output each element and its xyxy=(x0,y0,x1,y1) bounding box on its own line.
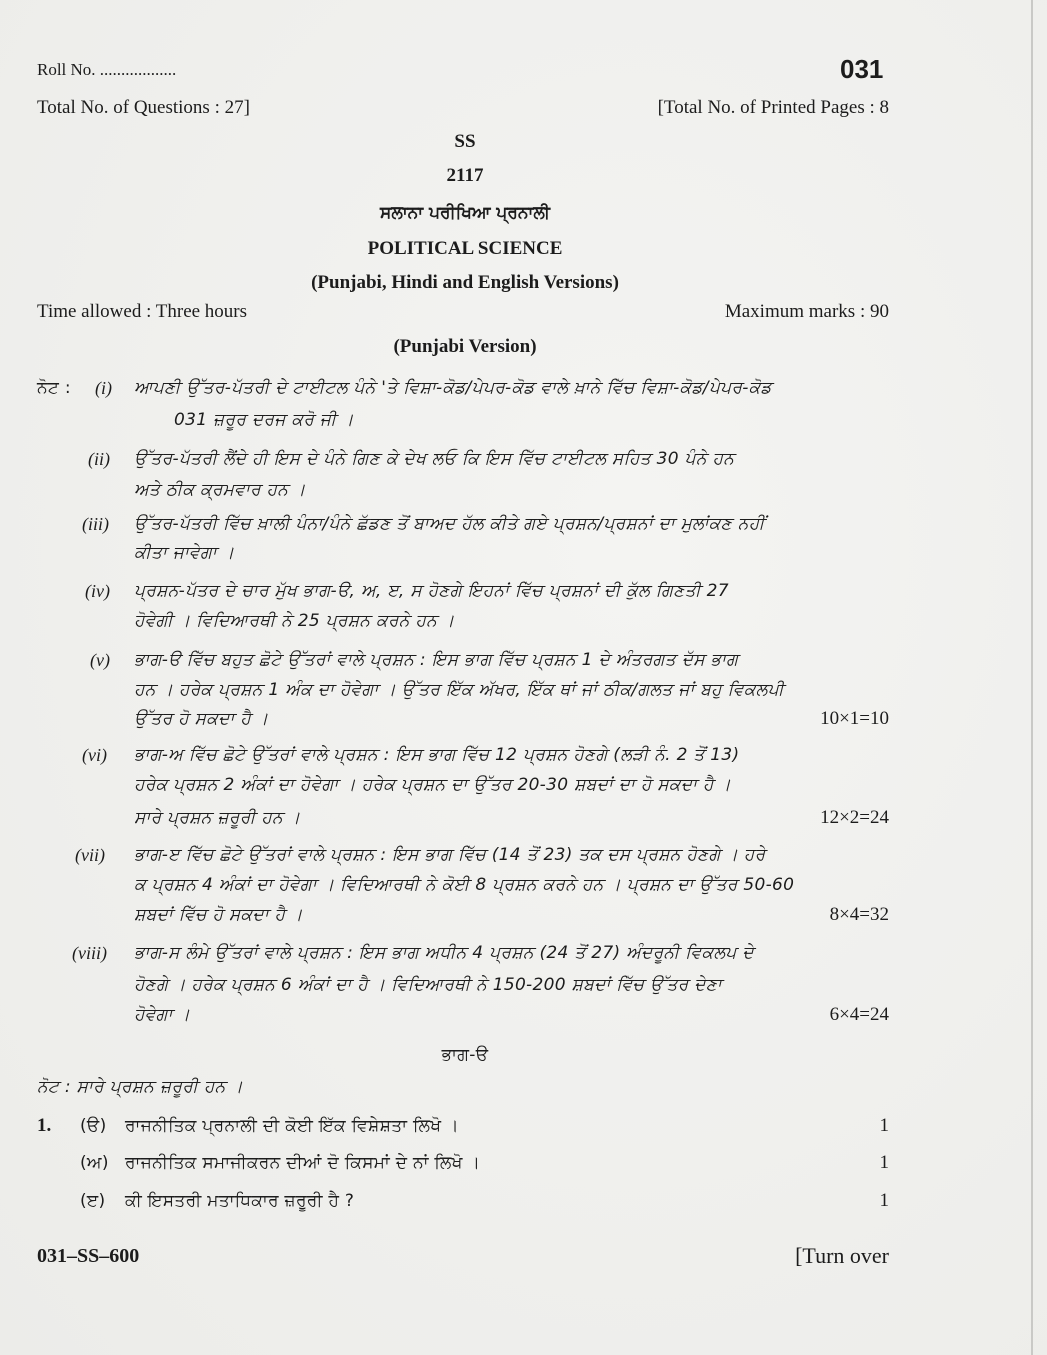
roll-no: Roll No. .................. xyxy=(37,60,177,79)
paper-number: 2117 xyxy=(446,165,484,186)
marks-distribution: 8×4=32 xyxy=(829,904,889,925)
note-number: (iv) xyxy=(85,581,110,601)
marks-distribution: 10×1=10 xyxy=(820,708,889,729)
note-line: ਕੀਤਾ ਜਾਵੇਗਾ । xyxy=(134,543,235,563)
note-line: ਹੋਣਗੇ । ਹਰੇਕ ਪ੍ਰਸ਼ਨ 6 ਅੰਕਾਂ ਦਾ ਹੈ । ਵਿਦਿਆਰਥੀ ਨੇ 150-200 ਸ਼ਬਦਾਂ ਵਿੱਚ ਉੱਤਰ ਦੇਣਾ xyxy=(134,975,722,995)
question-part-label: (ਅ) xyxy=(80,1153,109,1173)
question-part-label: (ੲ) xyxy=(80,1191,106,1211)
note-number: (v) xyxy=(90,650,110,670)
note-line: ਆਪਣੀ ਉੱਤਰ-ਪੱਤਰੀ ਦੇ ਟਾਈਟਲ ਪੰਨੇ 'ਤੇ ਵਿਸ਼ਾ-ਕੋਡ/ਪੇਪਰ-ਕੋਡ ਵਾਲੇ ਖ਼ਾਨੇ ਵਿੱਚ ਵਿਸ਼ਾ-ਕੋਡ/ਪੇਪਰ-ਕੋਡ xyxy=(134,378,772,398)
note-line: ਸਾਰੇ ਪ੍ਰਸ਼ਨ ਜ਼ਰੂਰੀ ਹਨ । xyxy=(134,808,301,828)
subject-title: POLITICAL SCIENCE xyxy=(367,238,563,259)
note-line: ਸ਼ਬਦਾਂ ਵਿੱਚ ਹੋ ਸਕਦਾ ਹੈ । xyxy=(134,905,303,925)
question-marks: 1 xyxy=(879,1190,889,1211)
question-part-label: (ੳ) xyxy=(80,1116,107,1136)
total-printed-pages: [Total No. of Printed Pages : 8 xyxy=(657,97,889,118)
question-part-text: ਕੀ ਇਸਤਰੀ ਮਤਾਧਿਕਾਰ ਜ਼ਰੂਰੀ ਹੈ ? xyxy=(125,1191,355,1211)
note-line: ਉੱਤਰ-ਪੱਤਰੀ ਵਿੱਚ ਖ਼ਾਲੀ ਪੰਨਾ/ਪੰਨੇ ਛੱਡਣ ਤੋਂ ਬਾਅਦ ਹੱਲ ਕੀਤੇ ਗਏ ਪ੍ਰਸ਼ਨ/ਪ੍ਰਸ਼ਨਾਂ ਦਾ ਮੁਲਾਂਕਣ ਨਹੀਂ xyxy=(134,514,765,534)
question-number: 1. xyxy=(37,1115,52,1136)
turn-over: [Turn over xyxy=(795,1243,889,1268)
note-number: (viii) xyxy=(72,943,107,963)
versions: (Punjabi, Hindi and English Versions) xyxy=(311,272,619,293)
note-line: ਭਾਗ-ੲ ਵਿੱਚ ਛੋਟੇ ਉੱਤਰਾਂ ਵਾਲੇ ਪ੍ਰਸ਼ਨ : ਇਸ ਭਾਗ ਵਿੱਚ (14 ਤੋਂ 23) ਤਕ ਦਸ ਪ੍ਰਸ਼ਨ ਹੋਣਗੇ । ਹਰੇ xyxy=(134,845,766,865)
note-line: ਪ੍ਰਸ਼ਨ-ਪੱਤਰ ਦੇ ਚਾਰ ਮੁੱਖ ਭਾਗ-ੳ, ਅ, ੲ, ਸ ਹੋਣਗੇ ਇਹਨਾਂ ਵਿੱਚ ਪ੍ਰਸ਼ਨਾਂ ਦੀ ਕੁੱਲ ਗਿਣਤੀ 27 xyxy=(134,581,729,601)
time-allowed: Time allowed : Three hours xyxy=(37,301,248,322)
note-label: ਨੋਟ : xyxy=(37,378,71,398)
version-label: (Punjabi Version) xyxy=(393,336,537,357)
note-number: (vi) xyxy=(82,745,107,765)
note-line: ਹਰੇਕ ਪ੍ਰਸ਼ਨ 2 ਅੰਕਾਂ ਦਾ ਹੋਵੇਗਾ । ਹਰੇਕ ਪ੍ਰਸ਼ਨ ਦਾ ਉੱਤਰ 20-30 ਸ਼ਬਦਾਂ ਦਾ ਹੋ ਸਕਦਾ ਹੈ । xyxy=(134,775,732,795)
note-line: ਕ ਪ੍ਰਸ਼ਨ 4 ਅੰਕਾਂ ਦਾ ਹੋਵੇਗਾ । ਵਿਦਿਆਰਥੀ ਨੇ ਕੋਈ 8 ਪ੍ਰਸ਼ਨ ਕਰਨੇ ਹਨ । ਪ੍ਰਸ਼ਨ ਦਾ ਉੱਤਰ 50-60 xyxy=(134,875,795,895)
footer-paper-code: 031–SS–600 xyxy=(37,1245,140,1267)
note-line: ਭਾਗ-ਸ ਲੰਮੇ ਉੱਤਰਾਂ ਵਾਲੇ ਪ੍ਰਸ਼ਨ : ਇਸ ਭਾਗ ਅਧੀਨ 4 ਪ੍ਰਸ਼ਨ (24 ਤੋਂ 27) ਅੰਦਰੂਨੀ ਵਿਕਲਪ ਦੇ xyxy=(134,943,754,963)
note-line: ਹਨ । ਹਰੇਕ ਪ੍ਰਸ਼ਨ 1 ਅੰਕ ਦਾ ਹੋਵੇਗਾ । ਉੱਤਰ ਇੱਕ ਅੱਖਰ, ਇੱਕ ਥਾਂ ਜਾਂ ਠੀਕ/ਗਲਤ ਜਾਂ ਬਹੁ ਵਿਕਲਪੀ xyxy=(134,680,784,700)
total-questions: Total No. of Questions : 27] xyxy=(37,97,250,118)
note-line: ਅਤੇ ਠੀਕ ਕ੍ਰਮਵਾਰ ਹਨ । xyxy=(134,480,306,500)
note-line: ਉੱਤਰ ਹੋ ਸਕਦਾ ਹੈ । xyxy=(134,709,269,729)
section-note: ਨੋਟ : ਸਾਰੇ ਪ੍ਰਸ਼ਨ ਜ਼ਰੂਰੀ ਹਨ । xyxy=(37,1077,243,1097)
question-part-text: ਰਾਜਨੀਤਿਕ ਪ੍ਰਨਾਲੀ ਦੀ ਕੋਈ ਇੱਕ ਵਿਸ਼ੇਸ਼ਤਾ ਲਿਖੋ । xyxy=(125,1116,459,1136)
page-edge xyxy=(1031,0,1033,1355)
note-line: ਹੋਵੇਗਾ । xyxy=(134,1005,191,1025)
note-number: (vii) xyxy=(75,845,105,865)
paper-code: 031 xyxy=(840,54,884,84)
question-marks: 1 xyxy=(879,1115,889,1136)
question-marks: 1 xyxy=(879,1152,889,1173)
note-line: 031 ਜ਼ਰੂਰ ਦਰਜ ਕਰੋ ਜੀ । xyxy=(174,410,354,430)
note-number: (ii) xyxy=(88,449,110,469)
marks-distribution: 6×4=24 xyxy=(829,1004,889,1025)
note-line: ਭਾਗ-ਅ ਵਿੱਚ ਛੋਟੇ ਉੱਤਰਾਂ ਵਾਲੇ ਪ੍ਰਸ਼ਨ : ਇਸ ਭਾਗ ਵਿੱਚ 12 ਪ੍ਰਸ਼ਨ ਹੋਣਗੇ (ਲੜੀ ਨੰ. 2 ਤੋਂ 13) xyxy=(134,745,740,765)
note-line: ਭਾਗ-ੳ ਵਿੱਚ ਬਹੁਤ ਛੋਟੇ ਉੱਤਰਾਂ ਵਾਲੇ ਪ੍ਰਸ਼ਨ : ਇਸ ਭਾਗ ਵਿੱਚ ਪ੍ਰਸ਼ਨ 1 ਦੇ ਅੰਤਰਗਤ ਦੱਸ ਭਾਗ xyxy=(134,650,739,670)
question-part-text: ਰਾਜਨੀਤਿਕ ਸਮਾਜੀਕਰਨ ਦੀਆਂ ਦੋ ਕਿਸਮਾਂ ਦੇ ਨਾਂ ਲਿਖੋ । xyxy=(125,1153,481,1173)
note-line: ਹੋਵੇਗੀ । ਵਿਦਿਆਰਥੀ ਨੇ 25 ਪ੍ਰਸ਼ਨ ਕਰਨੇ ਹਨ । xyxy=(134,611,455,631)
exam-name-punjabi: ਸਲਾਨਾ ਪਰੀਖਿਆ ਪ੍ਰਨਾਲੀ xyxy=(380,203,550,223)
section-title: ਭਾਗ-ੳ xyxy=(441,1045,489,1065)
note-number: (iii) xyxy=(82,514,109,534)
series: SS xyxy=(454,131,476,152)
maximum-marks: Maximum marks : 90 xyxy=(724,301,889,322)
marks-distribution: 12×2=24 xyxy=(820,807,889,828)
note-number: (i) xyxy=(95,378,112,398)
note-line: ਉੱਤਰ-ਪੱਤਰੀ ਲੈਂਦੇ ਹੀ ਇਸ ਦੇ ਪੰਨੇ ਗਿਣ ਕੇ ਦੇਖ ਲਓ ਕਿ ਇਸ ਵਿੱਚ ਟਾਈਟਲ ਸਹਿਤ 30 ਪੰਨੇ ਹਨ xyxy=(134,449,735,469)
